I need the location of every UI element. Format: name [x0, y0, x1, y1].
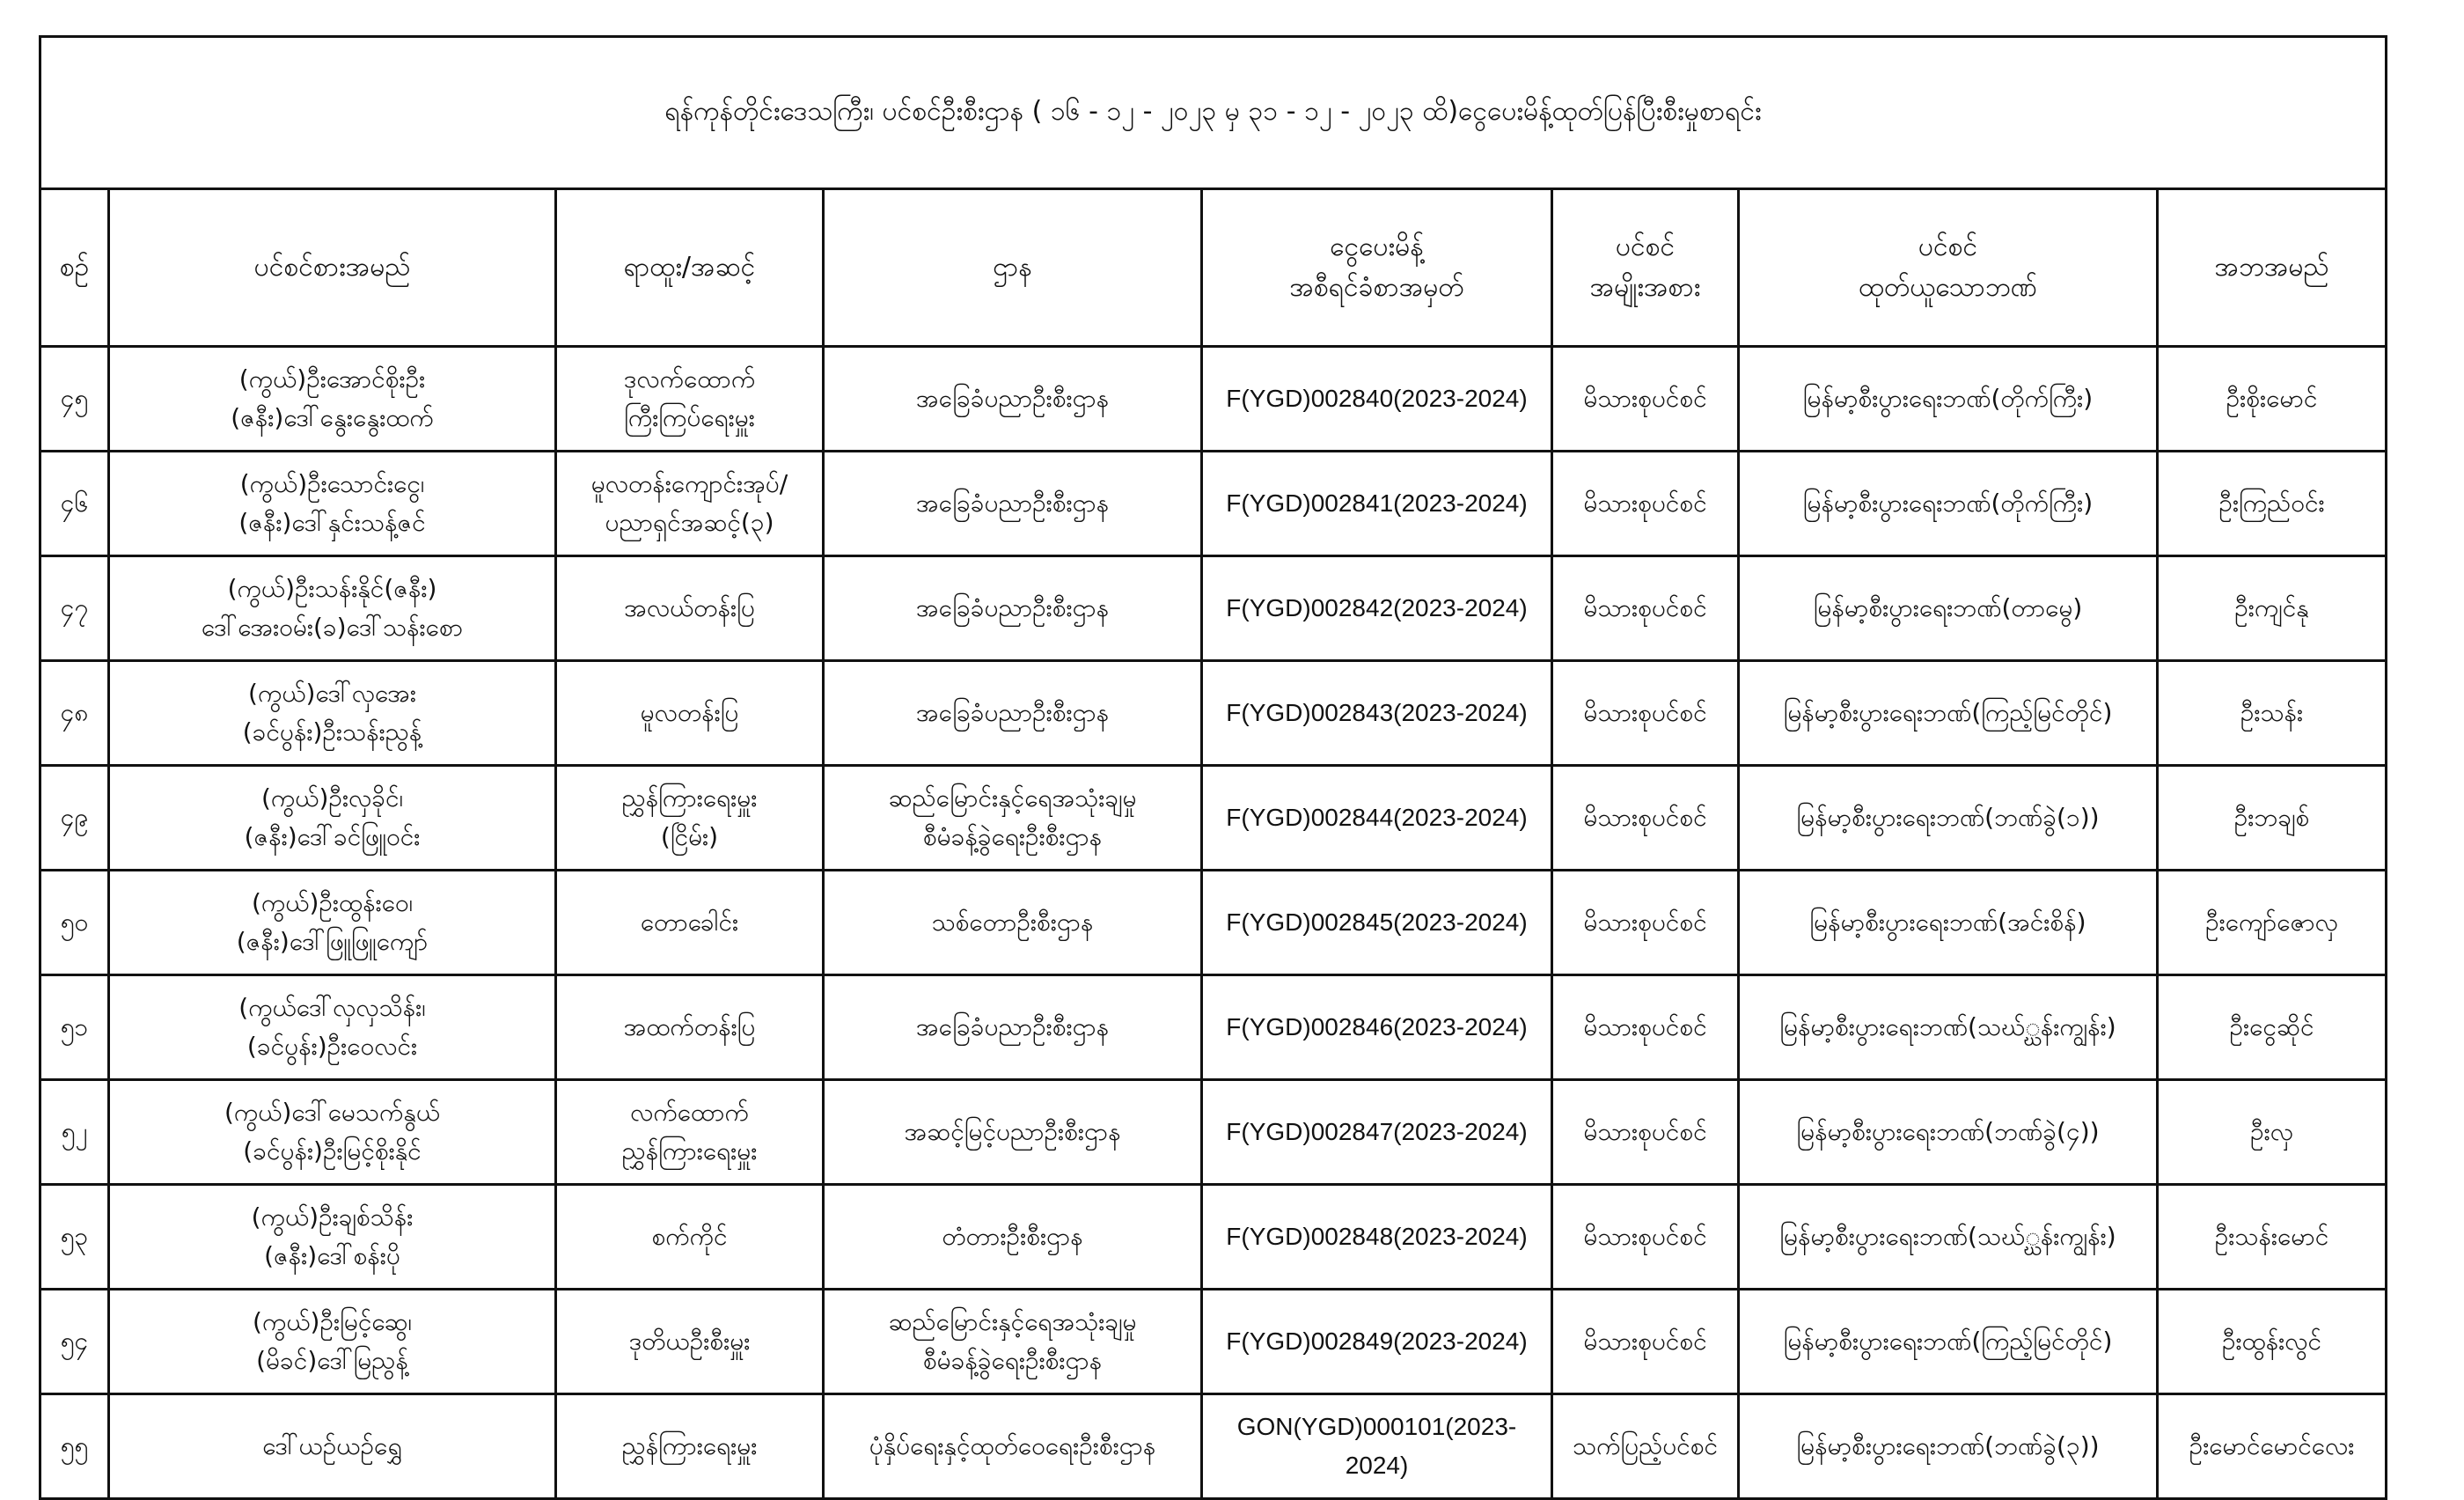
cell-department — [824, 1080, 1202, 1185]
cell-rank-grade — [556, 975, 824, 1080]
cell-pensioner-name-line: (ကွယ်)ဒေါ်မေသက်နွယ် — [224, 1098, 441, 1127]
header-pension-type — [1552, 189, 1739, 347]
cell-pensioner-name-line: (ကွယ်)ဦးအောင်စိုးဦး — [238, 364, 426, 393]
cell-pension-type: မိသားစုပင်စင် — [1552, 871, 1739, 975]
cell-payment-order-number: F(YGD)002841(2023-2024) — [1202, 452, 1552, 556]
cell-pensioner-name-line: (ဇနီး)ဒေါ်ဖြူဖြူကျော် — [236, 927, 429, 956]
cell-serial-number: ၄၉ — [40, 766, 109, 871]
cell-department-line: အခြေခံပညာဦးစီးဌာန — [915, 489, 1110, 518]
cell-pensioner-name-line: (ကွယ်)ဦးထွန်းဝေ၊ — [251, 888, 414, 917]
cell-withdrawal-bank: မြန်မာ့စီးပွားရေးဘဏ်(တိုက်ကြီး) — [1739, 347, 2158, 452]
cell-withdrawal-bank: မြန်မာ့စီးပွားရေးဘဏ်(သဃ်္ဃန်းကျွန်း) — [1739, 975, 2158, 1080]
cell-department-line: စီမံခန့်ခွဲရေးဦးစီးဌာန — [922, 822, 1103, 851]
cell-department-line: စီမံခန့်ခွဲရေးဦးစီးဌာန — [922, 1346, 1103, 1375]
cell-withdrawal-bank: မြန်မာ့စီးပွားရေးဘဏ်(ဘဏ်ခွဲ(၃)) — [1739, 1394, 2158, 1499]
cell-rank-grade-line: ညွှန်ကြားရေးမှူး — [621, 783, 758, 812]
pension-roster-table — [39, 35, 2387, 1500]
cell-department — [824, 1185, 1202, 1290]
cell-rank-grade-line: မူလတန်းပြ — [640, 698, 739, 727]
cell-pensioner-name-line: (ကွယ်)ဦးလှခိုင်၊ — [260, 783, 404, 812]
cell-department — [824, 661, 1202, 766]
header-row — [40, 189, 2387, 347]
header-withdrawal-bank-line: ထုတ်ယူသောဘဏ် — [1859, 272, 2037, 303]
cell-withdrawal-bank: မြန်မာ့စီးပွားရေးဘဏ်(ဘဏ်ခွဲ(၄)) — [1739, 1080, 2158, 1185]
cell-withdrawal-bank: မြန်မာ့စီးပွားရေးဘဏ်(သဃ်္ဃန်းကျွန်း) — [1739, 1185, 2158, 1290]
header-payment-order-number-line: ငွေပေးမိန့် — [1330, 232, 1424, 262]
cell-withdrawal-bank: မြန်မာ့စီးပွားရေးဘဏ်(ဘဏ်ခွဲ(၁)) — [1739, 766, 2158, 871]
table-row — [40, 1290, 2387, 1394]
header-withdrawal-bank-line: ပင်စင် — [1918, 232, 1978, 262]
cell-pension-type: မိသားစုပင်စင် — [1552, 766, 1739, 871]
cell-pension-type: မိသားစုပင်စင် — [1552, 452, 1739, 556]
cell-rank-grade — [556, 452, 824, 556]
header-serial-number — [40, 189, 109, 347]
cell-department-line: ပုံနှိပ်ရေးနှင့်ထုတ်ဝေရေးဦးစီးဌာန — [869, 1431, 1156, 1460]
cell-department-line: ဆည်မြောင်းနှင့်ရေအသုံးချမှု — [888, 1307, 1137, 1336]
cell-pension-type: မိသားစုပင်စင် — [1552, 347, 1739, 452]
document-title: ရန်ကုန်တိုင်းဒေသကြီး၊ ပင်စင်ဦးစီးဌာန ( ၁၆ - ၁၂ - ၂၀၂၃ မှ ၃၁ - ၁၂ - ၂၀၂၃ ထိ)ငွေပေးမိန့်ထုတ်ပြန်ပြီးစီးမှုစာရင်း — [40, 37, 2387, 189]
cell-pensioner-name-line: (ကွယ်)ဒေါ်လှအေး — [248, 679, 416, 708]
cell-rank-grade — [556, 661, 824, 766]
cell-pensioner-name — [109, 661, 556, 766]
cell-rank-grade-line: အလယ်တန်းပြ — [624, 593, 755, 622]
cell-pension-type: မိသားစုပင်စင် — [1552, 1185, 1739, 1290]
table-row — [40, 452, 2387, 556]
pension-roster-sheet — [39, 35, 2385, 1500]
cell-rank-grade-line: ဒုတိယဦးစီးမှူး — [628, 1327, 751, 1356]
cell-rank-grade-line: ပညာရှင်အဆင့်(၃) — [605, 508, 774, 537]
table-row — [40, 1394, 2387, 1499]
table-row — [40, 556, 2387, 661]
header-father-name-line: အဘအမည် — [2214, 252, 2329, 283]
header-serial-number-line: စဉ် — [59, 252, 90, 283]
cell-department — [824, 1394, 1202, 1499]
cell-father-name: ဦးငွေဆိုင် — [2158, 975, 2387, 1080]
table-row — [40, 347, 2387, 452]
cell-pensioner-name — [109, 766, 556, 871]
cell-payment-order-number: F(YGD)002847(2023-2024) — [1202, 1080, 1552, 1185]
cell-rank-grade-line: ညွှန်ကြားရေးမှူး — [621, 1136, 758, 1165]
cell-payment-order-number: F(YGD)002840(2023-2024) — [1202, 347, 1552, 452]
cell-department — [824, 975, 1202, 1080]
cell-withdrawal-bank: မြန်မာ့စီးပွားရေးဘဏ်(ကြည့်မြင်တိုင်) — [1739, 661, 2158, 766]
cell-pension-type: မိသားစုပင်စင် — [1552, 1080, 1739, 1185]
cell-payment-order-number: F(YGD)002843(2023-2024) — [1202, 661, 1552, 766]
cell-father-name: ဦးသန်း — [2158, 661, 2387, 766]
cell-serial-number: ၄၇ — [40, 556, 109, 661]
header-pensioner-name-line: ပင်စင်စားအမည် — [253, 252, 411, 283]
cell-pensioner-name-line: (ဇနီး)ဒေါ်နွေးနွေးထက် — [231, 403, 434, 432]
cell-pensioner-name — [109, 975, 556, 1080]
cell-serial-number: ၅၀ — [40, 871, 109, 975]
table-row — [40, 1185, 2387, 1290]
cell-father-name: ဦးလှ — [2158, 1080, 2387, 1185]
cell-father-name: ဦးဘချစ် — [2158, 766, 2387, 871]
header-department-line: ဌာန — [993, 252, 1032, 283]
cell-serial-number: ၄၈ — [40, 661, 109, 766]
header-payment-order-number — [1202, 189, 1552, 347]
cell-pensioner-name — [109, 347, 556, 452]
cell-pensioner-name-line: (ဇနီး)ဒေါ်နှင်းသန့်ဇင် — [238, 508, 426, 537]
header-pension-type-line: ပင်စင် — [1615, 232, 1676, 262]
cell-rank-grade — [556, 1080, 824, 1185]
cell-rank-grade-line: ကြီးကြပ်ရေးမှူး — [624, 403, 755, 432]
header-pensioner-name — [109, 189, 556, 347]
cell-rank-grade-line: (ငြိမ်း) — [660, 822, 719, 851]
header-father-name — [2158, 189, 2387, 347]
cell-pensioner-name — [109, 452, 556, 556]
cell-department — [824, 1290, 1202, 1394]
cell-rank-grade — [556, 1185, 824, 1290]
cell-pensioner-name-line: (မိခင်)ဒေါ်မြညွန့် — [256, 1346, 408, 1375]
cell-serial-number: ၄၅ — [40, 347, 109, 452]
cell-father-name: ဦးစိုးမောင် — [2158, 347, 2387, 452]
cell-pension-type: သက်ပြည့်ပင်စင် — [1552, 1394, 1739, 1499]
table-row — [40, 975, 2387, 1080]
cell-pensioner-name-line: (ဇနီး)ဒေါ်ခင်ဖြူဝင်း — [244, 822, 421, 851]
cell-rank-grade-line: ညွှန်ကြားရေးမှူး — [621, 1431, 758, 1460]
cell-pensioner-name-line: ဒေါ်ယဉ်ယဉ်ရွှေ — [262, 1431, 402, 1460]
header-pension-type-line: အမျိုးအစား — [1589, 272, 1701, 303]
cell-payment-order-number: GON(YGD)000101(2023-2024) — [1202, 1394, 1552, 1499]
cell-payment-order-number: F(YGD)002849(2023-2024) — [1202, 1290, 1552, 1394]
cell-payment-order-number: F(YGD)002842(2023-2024) — [1202, 556, 1552, 661]
table-row — [40, 1080, 2387, 1185]
cell-pension-type: မိသားစုပင်စင် — [1552, 1290, 1739, 1394]
cell-pension-type: မိသားစုပင်စင် — [1552, 556, 1739, 661]
cell-rank-grade — [556, 871, 824, 975]
cell-payment-order-number: F(YGD)002848(2023-2024) — [1202, 1185, 1552, 1290]
cell-pensioner-name-line: (ကွယ်)ဦးသောင်းငွေ၊ — [239, 469, 425, 498]
cell-pensioner-name — [109, 1080, 556, 1185]
cell-father-name: ဦးမောင်မောင်လေး — [2158, 1394, 2387, 1499]
cell-serial-number: ၅၃ — [40, 1185, 109, 1290]
cell-pensioner-name-line: (ကွယ်)ဦးသန်းနိုင်(ဇနီး) — [227, 574, 437, 603]
header-department — [824, 189, 1202, 347]
cell-department — [824, 347, 1202, 452]
cell-rank-grade — [556, 1290, 824, 1394]
cell-pension-type: မိသားစုပင်စင် — [1552, 661, 1739, 766]
cell-rank-grade-line: အထက်တန်းပြ — [623, 1012, 756, 1041]
cell-rank-grade-line: ဒုလက်ထောက် — [623, 364, 756, 393]
cell-department-line: အဆင့်မြင့်ပညာဦးစီးဌာန — [904, 1117, 1121, 1146]
cell-rank-grade-line: မူလတန်းကျောင်းအုပ်/ — [590, 469, 788, 498]
cell-pensioner-name-line: (ကွယ်)ဦးချစ်သိန်း — [251, 1202, 414, 1232]
cell-serial-number: ၅၁ — [40, 975, 109, 1080]
cell-pensioner-name — [109, 871, 556, 975]
cell-department-line: အခြေခံပညာဦးစီးဌာန — [915, 698, 1110, 727]
cell-pensioner-name-line: (ခင်ပွန်း)ဦးမြင့်စိုးနိုင် — [243, 1136, 422, 1165]
cell-pensioner-name-line: ဒေါ်အေးဝမ်း(ခ)ဒေါ်သန်းစော — [201, 613, 464, 642]
cell-withdrawal-bank: မြန်မာ့စီးပွားရေးဘဏ်(တိုက်ကြီး) — [1739, 452, 2158, 556]
cell-father-name: ဦးကျင်နု — [2158, 556, 2387, 661]
cell-rank-grade-line: တောခေါင်း — [640, 908, 739, 937]
cell-serial-number: ၅၅ — [40, 1394, 109, 1499]
cell-father-name: ဦးကြည်ဝင်း — [2158, 452, 2387, 556]
cell-rank-grade — [556, 766, 824, 871]
cell-department — [824, 766, 1202, 871]
cell-department — [824, 452, 1202, 556]
header-payment-order-number-line: အစီရင်ခံစာအမှတ် — [1289, 272, 1464, 303]
cell-department-line: သစ်တောဦးစီးဌာန — [931, 908, 1094, 937]
header-withdrawal-bank — [1739, 189, 2158, 347]
cell-pensioner-name — [109, 1185, 556, 1290]
cell-rank-grade-line: လက်ထောက် — [630, 1098, 749, 1127]
cell-withdrawal-bank: မြန်မာ့စီးပွားရေးဘဏ်(အင်းစိန်) — [1739, 871, 2158, 975]
cell-rank-grade — [556, 1394, 824, 1499]
table-row — [40, 661, 2387, 766]
cell-department-line: အခြေခံပညာဦးစီးဌာန — [915, 1012, 1110, 1041]
cell-pensioner-name-line: (ကွယ်ဒေါ်လှလှသိန်း၊ — [238, 993, 426, 1022]
cell-serial-number: ၅၂ — [40, 1080, 109, 1185]
cell-serial-number: ၅၄ — [40, 1290, 109, 1394]
cell-pensioner-name-line: (ကွယ်)ဦးမြင့်ဆွေ၊ — [253, 1307, 412, 1336]
header-rank-grade — [556, 189, 824, 347]
cell-department — [824, 556, 1202, 661]
header-rank-grade-line: ရာထူး/အဆင့် — [623, 252, 756, 283]
table-row — [40, 766, 2387, 871]
cell-father-name: ဦးသန်းမောင် — [2158, 1185, 2387, 1290]
cell-pensioner-name-line: (ခင်ပွန်း)ဦးသန်းညွန့် — [242, 717, 422, 746]
cell-pensioner-name — [109, 1394, 556, 1499]
table-row — [40, 871, 2387, 975]
cell-serial-number: ၄၆ — [40, 452, 109, 556]
cell-rank-grade — [556, 556, 824, 661]
cell-pensioner-name-line: (ဇနီး)ဒေါ်စန်းပို — [264, 1241, 400, 1270]
cell-father-name: ဦးကျော်ဇောလှ — [2158, 871, 2387, 975]
cell-father-name: ဦးထွန်းလွင် — [2158, 1290, 2387, 1394]
cell-pensioner-name — [109, 556, 556, 661]
cell-rank-grade — [556, 347, 824, 452]
title-row — [40, 37, 2387, 189]
cell-payment-order-number: F(YGD)002844(2023-2024) — [1202, 766, 1552, 871]
cell-rank-grade-line: စက်ကိုင် — [651, 1222, 728, 1251]
cell-pensioner-name-line: (ခင်ပွန်း)ဦးဝေလင်း — [246, 1032, 418, 1061]
cell-payment-order-number: F(YGD)002846(2023-2024) — [1202, 975, 1552, 1080]
cell-department — [824, 871, 1202, 975]
cell-pension-type: မိသားစုပင်စင် — [1552, 975, 1739, 1080]
cell-payment-order-number: F(YGD)002845(2023-2024) — [1202, 871, 1552, 975]
cell-withdrawal-bank: မြန်မာ့စီးပွားရေးဘဏ်(ကြည့်မြင်တိုင်) — [1739, 1290, 2158, 1394]
cell-department-line: တံတားဦးစီးဌာန — [942, 1222, 1083, 1251]
cell-department-line: ဆည်မြောင်းနှင့်ရေအသုံးချမှု — [888, 783, 1137, 812]
cell-pensioner-name — [109, 1290, 556, 1394]
cell-withdrawal-bank: မြန်မာ့စီးပွားရေးဘဏ်(တာမွေ) — [1739, 556, 2158, 661]
cell-department-line: အခြေခံပညာဦးစီးဌာန — [915, 384, 1110, 413]
cell-department-line: အခြေခံပညာဦးစီးဌာန — [915, 593, 1110, 622]
